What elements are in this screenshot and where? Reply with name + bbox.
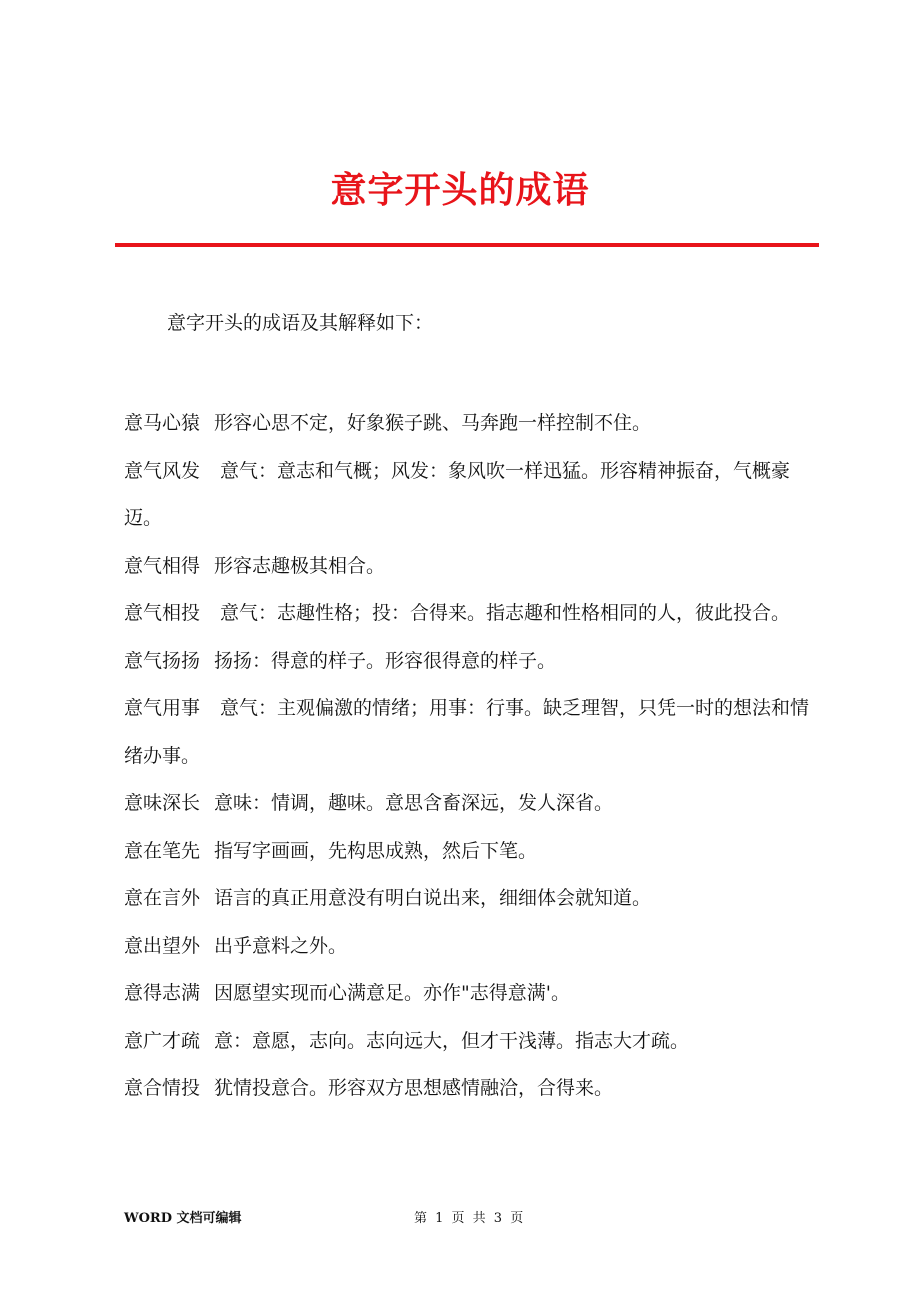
intro-paragraph: 意字开头的成语及其解释如下： [167,312,434,334]
idiom-definition: 形容志趣极其相合。 [214,554,386,577]
idiom-definition: 意味：情调，趣味。意思含畜深远，发人深省。 [214,792,614,814]
idiom-entry [124,685,814,780]
idiom-definition: 语言的真正用意没有明白说出来，细细体会就知道。 [214,887,652,909]
idiom-definition: 意：意愿，志向。志向远大，但才干浅薄。指志大才疏。 [214,1029,690,1052]
idiom-entry [124,923,814,971]
idiom-list [124,400,814,1113]
idiom-entry [124,400,814,448]
idiom-entry [124,638,814,686]
idiom-entry [124,1065,814,1113]
idiom-definition: 意气：意志和气概；风发：象风吹一样迅猛。形容精神振奋，气概豪迈。 [124,459,791,529]
idiom-term: 意气相投 [124,602,201,624]
page-title: 意字开头的成语 [330,170,590,211]
idiom-entry [124,448,814,543]
idiom-term: 意出望外 [124,934,201,957]
idiom-definition: 因愿望实现而心满意足。亦作"志得意满'。 [214,982,570,1004]
idiom-term: 意气扬扬 [124,649,201,672]
idiom-term: 意马心猿 [124,412,201,434]
idiom-entry [124,1018,814,1066]
idiom-entry [124,780,814,828]
idiom-definition: 指写字画画，先构思成熟，然后下笔。 [214,839,538,862]
idiom-entry [124,543,814,591]
idiom-definition: 形容心思不定，好象猴子跳、马奔跑一样控制不住。 [214,412,652,434]
idiom-definition: 犹情投意合。形容双方思想感情融洽，合得来。 [214,1077,614,1099]
idiom-term: 意味深长 [124,792,201,814]
idiom-term: 意气相得 [124,554,201,577]
idiom-term: 意气用事 [124,697,201,719]
idiom-term: 意广才疏 [124,1029,201,1052]
footer-page-number: 第 1 页 共 3 页 [414,1211,524,1226]
idiom-entry [124,875,814,923]
idiom-entry [124,590,814,638]
idiom-definition: 意气：主观偏激的情绪；用事：行事。缺乏理智，只凭一时的想法和情绪办事。 [124,697,810,767]
idiom-term: 意合情投 [124,1077,201,1099]
idiom-term: 意得志满 [124,982,201,1004]
idiom-definition: 意气：志趣性格；投：合得来。指志趣和性格相同的人，彼此投合。 [214,602,791,624]
idiom-definition: 出乎意料之外。 [214,934,348,957]
idiom-entry [124,828,814,876]
idiom-entry [124,970,814,1018]
footer-editable-note: WORD 文档可编辑 [124,1211,242,1226]
idiom-definition: 扬扬：得意的样子。形容很得意的样子。 [214,649,557,672]
idiom-term: 意在言外 [124,887,201,909]
idiom-term: 意气风发 [124,459,201,482]
idiom-term: 意在笔先 [124,839,201,862]
title-divider [115,243,819,247]
